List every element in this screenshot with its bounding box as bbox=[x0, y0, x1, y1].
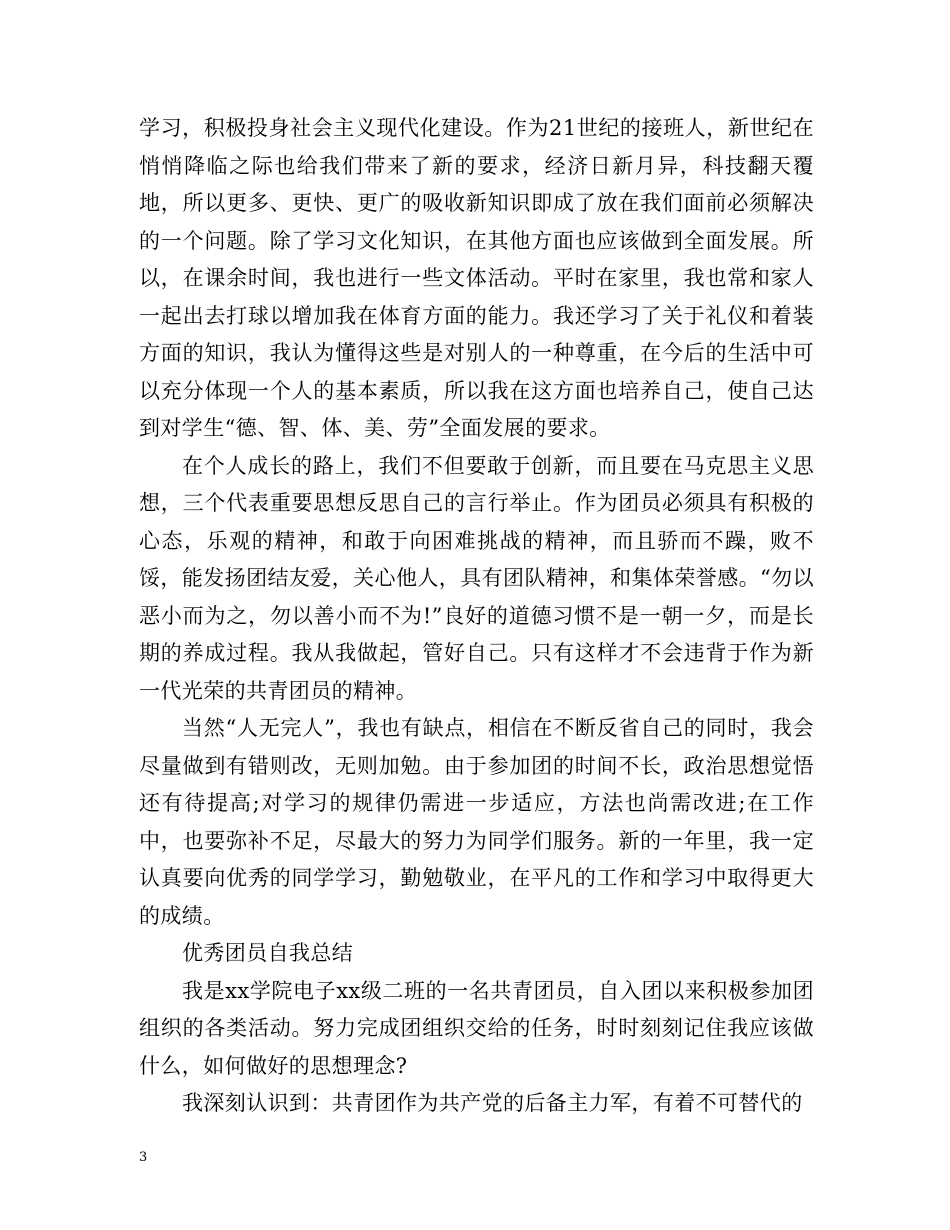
page-number: 3 bbox=[139, 1150, 148, 1165]
document-body bbox=[139, 110, 814, 1123]
paragraph-3: 当然“人无完人”，我也有缺点，相信在不断反省自己的同时，我会尽量做到有错则改，无则加勉。由于参加团的时间不长，政治思想觉悟还有待提高;对学习的规律仍需进一步适应，方法也尚需改进;在工作中，也要弥补不足，尽最大的努力为同学们服务。新的一年里，我一定认真要向优秀的同学学习，勤勉敬业，在平凡的工作和学习中取得更大的成绩。 bbox=[139, 716, 814, 928]
paragraph-1: 学习，积极投身社会主义现代化建设。作为21世纪的接班人，新世纪在悄悄降临之际也给我们带来了新的要求，经济日新月异，科技翻天覆地，所以更多、更快、更广的吸收新知识即成了放在我们面前必须解决的一个问题。除了学习文化知识，在其他方面也应该做到全面发展。所以，在课余时间，我也进行一些文体活动。平时在家里，我也常和家人一起出去打球以增加我在体育方面的能力。我还学习了关于礼仪和着装方面的知识，我认为懂得这些是对别人的一种尊重，在今后的生活中可以充分体现一个人的基本素质，所以我在这方面也培养自己，使自己达到对学生“德、智、体、美、劳”全面发展的要求。 bbox=[139, 116, 814, 440]
paragraph-4: 我是xx学院电子xx级二班的一名共青团员，自入团以来积极参加团组织的各类活动。努力完成团组织交给的任务，时时刻刻记住我应该做什么，如何做好的思想理念? bbox=[139, 978, 814, 1078]
paragraph-2: 在个人成长的路上，我们不但要敢于创新，而且要在马克思主义思想，三个代表重要思想反思自己的言行举止。作为团员必须具有积极的心态，乐观的精神，和敢于向困难挑战的精神，而且骄而不躁，败不馁，能发扬团结友爱，关心他人，具有团队精神，和集体荣誉感。“勿以恶小而为之，勿以善小而不为!”良好的道德习惯不是一朝一夕，而是长期的养成过程。我从我做起，管好自己。只有这样才不会违背于作为新一代光荣的共青团员的精神。 bbox=[139, 453, 814, 703]
paragraph-5: 我深刻认识到：共青团作为共产党的后备主力军，有着不可替代的 bbox=[182, 1091, 803, 1115]
section-heading: 优秀团员自我总结 bbox=[182, 941, 354, 965]
